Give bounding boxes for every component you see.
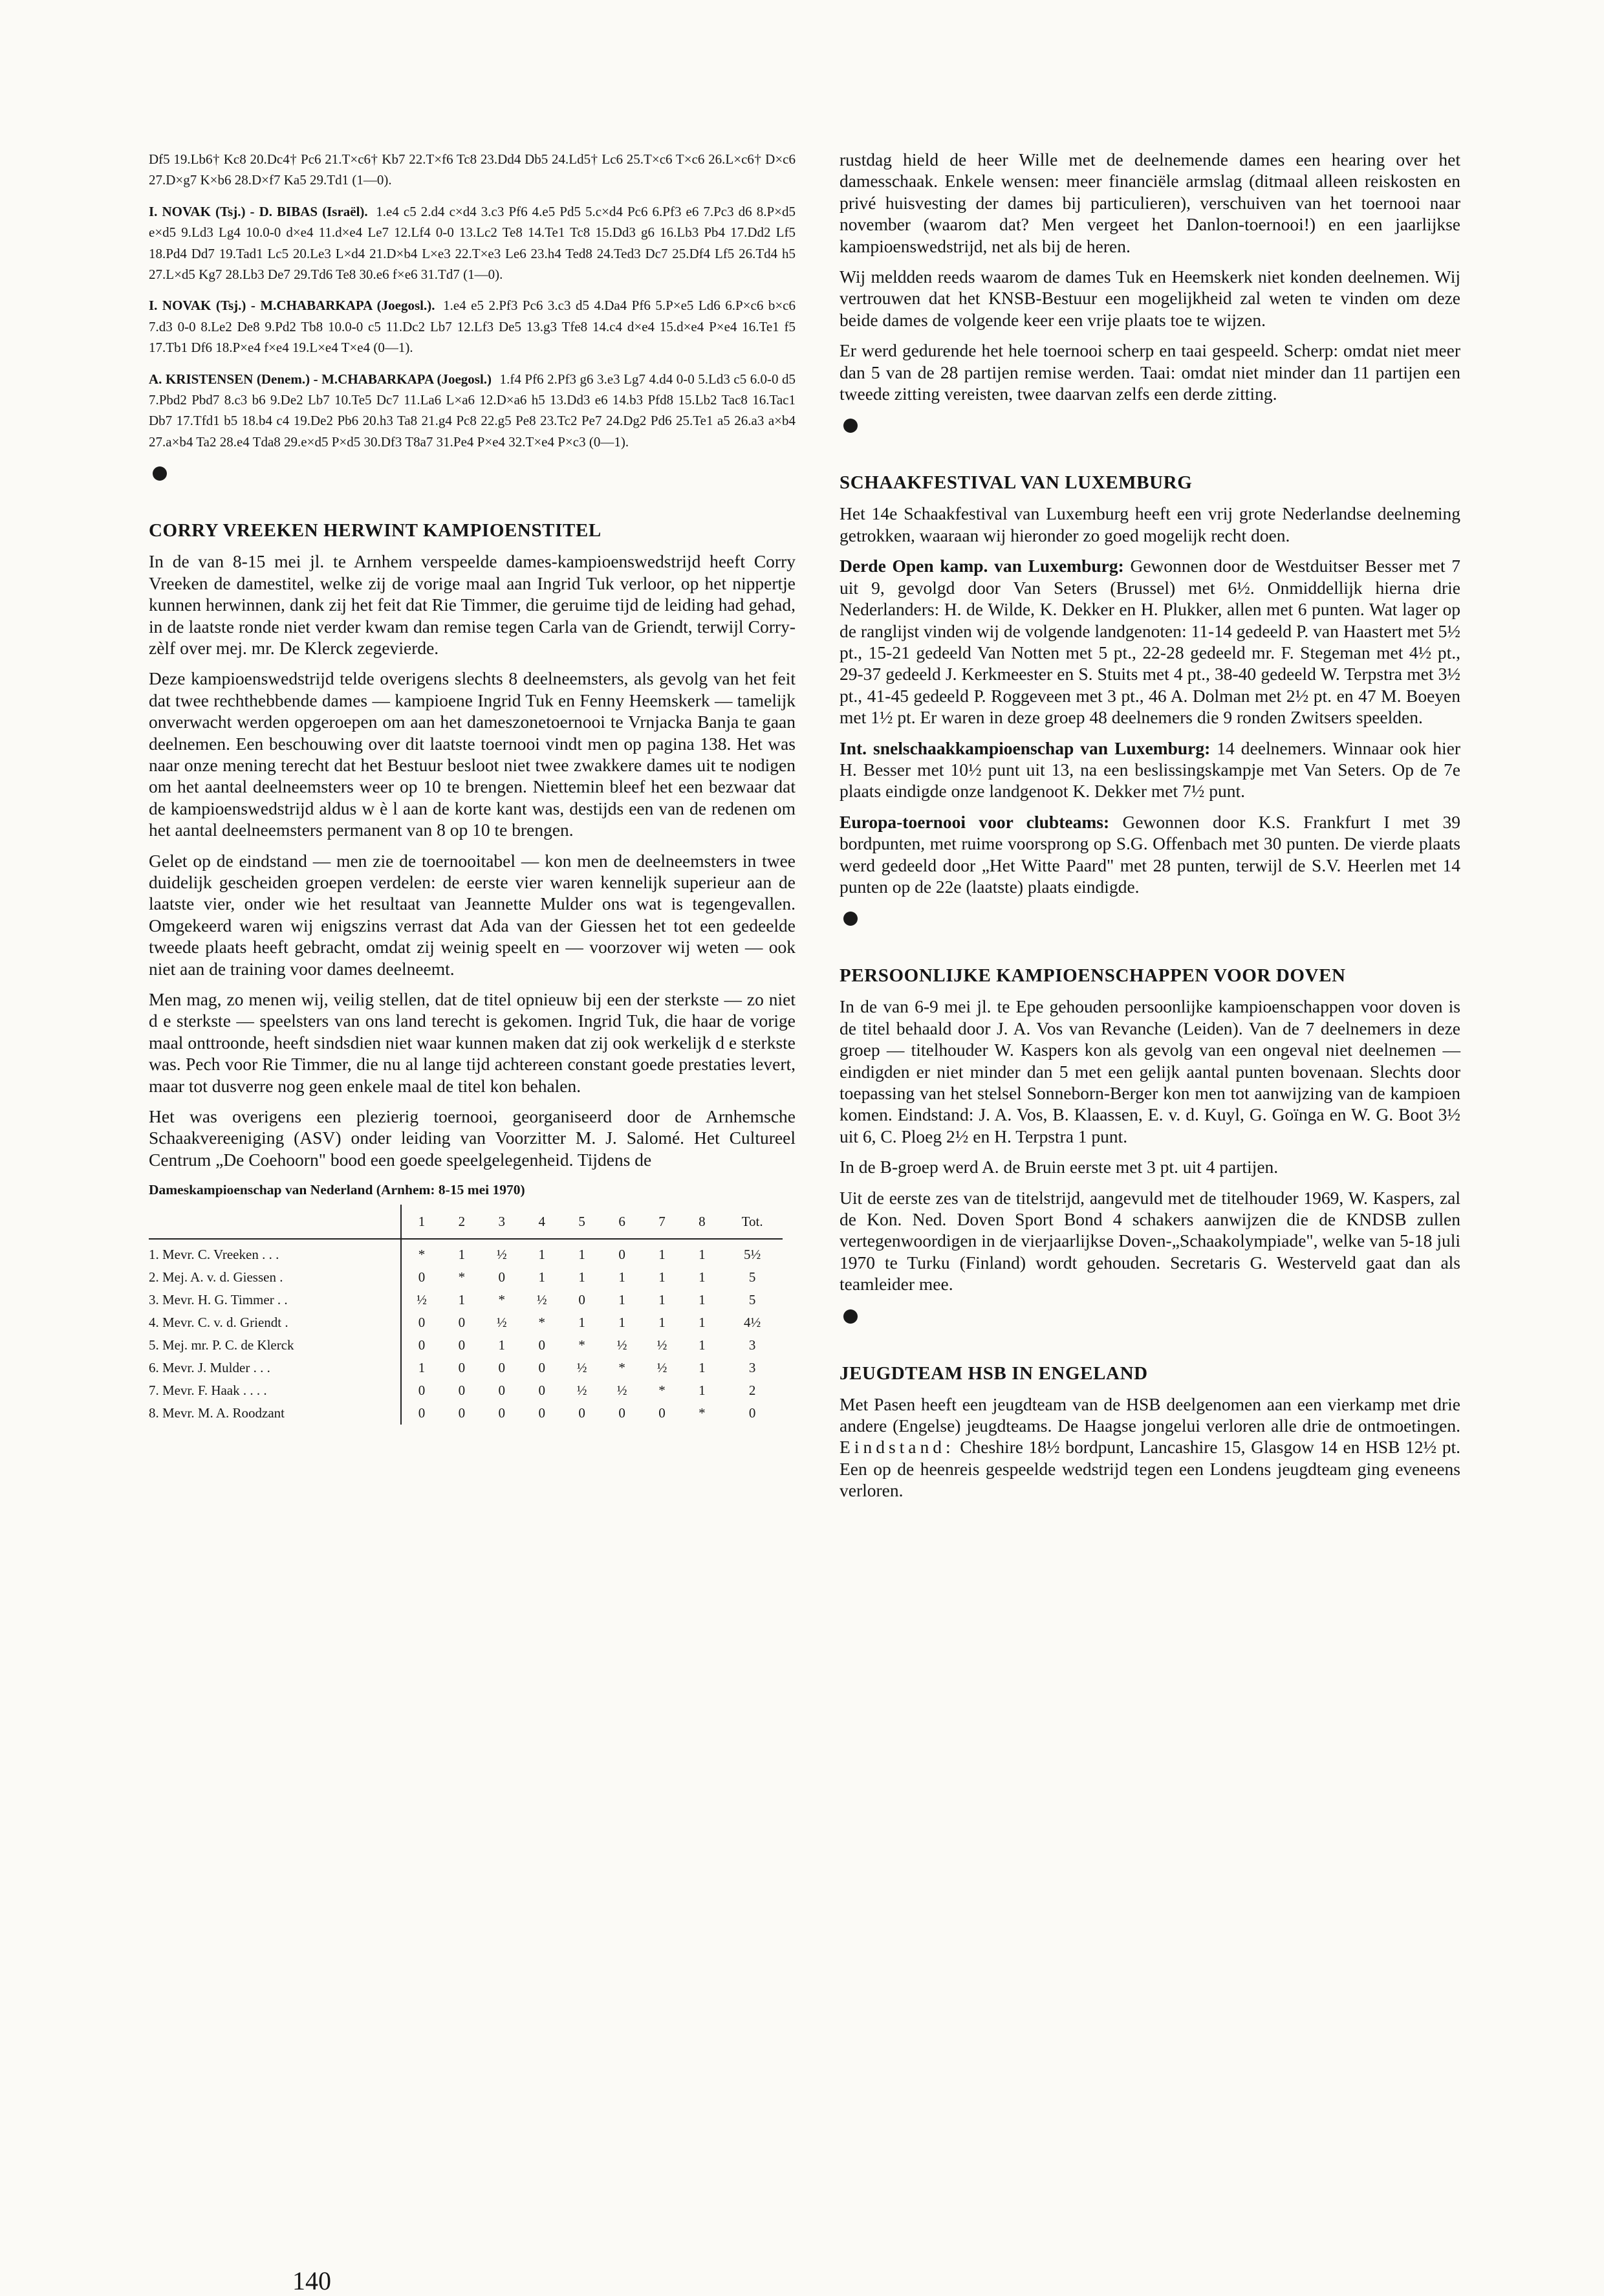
right-column: [840, 149, 1460, 1511]
score-cell: 0: [498, 1360, 506, 1376]
total-score: 2: [748, 1383, 756, 1399]
article-paragraph: Deze kampioenswedstrijd telde overigens slechts 8 deelneemsters, als gevolg van het feit dat twee rechthebbende dames — kampioene Ingrid Tuk en Fenny Heemskerk — tamelijk onverwacht werden opgeroepen om aan het dameszonetoernooi te Vrnjacka Banja te gaan deelnemen. Een beschouwing over dit laatste toernooi vindt men op pagina 138. Het was naar onze mening terecht dat het Bestuur besloot niet twee zwakkere dames uit te nodigen om het aantal deelneemsters weer op 10 te brengen. Niettemin bleef het een bezwaar dat de kampioenswedstrijd aldus w è l aan de korte kant was, destijds een van de redenen om het aantal deelneemsters permanent van 8 op 10 te brengen.: [149, 668, 796, 840]
score-cell: 0: [418, 1315, 426, 1331]
article-paragraph: [840, 811, 1460, 898]
player-name: 3. Mevr. H. G. Timmer . .: [149, 1289, 401, 1311]
score-cell: 1: [618, 1269, 625, 1285]
score-cell: 0: [538, 1383, 545, 1399]
game-moves: 1.e4 c5 2.d4 c×d4 3.c3 Pf6 4.e5 Pd5 5.c×d4 Pc6 6.Pf3 e6 7.Pc3 d6 8.P×d5 e×d5 9.Ld3 Lg4 10.0-0 d×e4 11.d×e4 Le7 12.Lf4 0-0 13.Lc2 Te8 14.Te1 Tc8 15.Dd3 g6 16.Lb3 Pb4 17.Dd2 Lf5 18.Pd4 Dd7 19.Tad1 Lc5 20.Le3 L×d4 21.D×b4 L×e3 22.T×e3 Le6 23.h4 Ted8 24.Ted3 Dc7 25.Df4 Lf5 26.Td4 h5 27.L×d5 Kg7 28.Lb3 De7 29.Td6 Te8 30.e6 f×e6 31.Td7 (1—0).: [149, 203, 796, 283]
paragraph-lead: Int. snelschaakkampioenschap van Luxemburg:: [840, 738, 1211, 758]
score-cell: 1: [498, 1337, 506, 1353]
score-cell: 0: [418, 1405, 426, 1421]
player-name: 1. Mevr. C. Vreeken . . .: [149, 1239, 401, 1266]
total-score: 5: [748, 1269, 756, 1285]
spaced-label: Eindstand:: [840, 1437, 955, 1458]
score-cell: 0: [538, 1360, 545, 1376]
score-cell: 1: [578, 1247, 585, 1263]
player-name: 8. Mevr. M. A. Roodzant: [149, 1402, 401, 1425]
score-cell: 0: [538, 1337, 545, 1353]
score-cell: ½: [496, 1315, 507, 1331]
article-paragraph: In de van 6-9 mei jl. te Epe gehouden persoonlijke kampioenschappen voor doven is de titel behaald door J. A. Vos van Revanche (Leiden). Van de 7 deelnemers in deze groep — titelhouder W. Kaspers kon als gevolg van een ongeval niet deelnemen — eindigden er niet minder dan 5 met een gelijk aantal punten bovenaan. Slechts door toepassing van het stelsel Sonneborn-Berger kon men tot aanwijzing van de kampioen komen. Eindstand: J. A. Vos, B. Klaassen, E. v. d. Kuyl, G. Goïnga en W. G. Boot 3½ uit 6, C. Ploeg 2½ en H. Terpstra 1 punt.: [840, 996, 1460, 1146]
score-cell: 0: [458, 1315, 466, 1331]
total-score: 0: [748, 1405, 756, 1421]
total-score: 5: [748, 1292, 756, 1308]
article-paragraph: [840, 738, 1460, 802]
score-cell: 0: [498, 1405, 506, 1421]
score-cell: 1: [618, 1315, 625, 1331]
score-cell: *: [578, 1337, 585, 1353]
section-bullet: [843, 912, 858, 926]
standings-table: [149, 1205, 783, 1425]
game-header: I. NOVAK (Tsj.) - D. BIBAS (Israël).: [149, 203, 368, 219]
total-score: 3: [748, 1337, 756, 1353]
score-cell: *: [458, 1269, 466, 1285]
total-score: 5½: [744, 1247, 761, 1263]
table-row: [149, 1311, 783, 1334]
player-name: 6. Mevr. J. Mulder . . .: [149, 1357, 401, 1379]
player-name: 5. Mej. mr. P. C. de Klerck: [149, 1334, 401, 1357]
page-number: 140: [292, 2266, 331, 2295]
score-cell: *: [699, 1405, 706, 1421]
score-cell: 1: [658, 1269, 666, 1285]
game-header: I. NOVAK (Tsj.) - M.CHABARKAPA (Joegosl.).: [149, 298, 435, 314]
score-cell: 0: [458, 1383, 466, 1399]
article-paragraph: [840, 1394, 1460, 1502]
score-cell: ½: [576, 1360, 587, 1376]
game-continuation: Df5 19.Lb6† Kc8 20.Dc4† Pc6 21.T×c6† Kb7 22.T×f6 Tc8 23.Dd4 Db5 24.Ld5† Lc6 25.T×c6 T×c6 26.L×c6† D×c6 27.D×g7 K×b6 28.D×f7 Ka5 29.Td1 (1—0).: [149, 151, 796, 188]
article-paragraph: In de B-groep werd A. de Bruin eerste met 3 pt. uit 4 partijen.: [840, 1157, 1279, 1177]
column-header: 7: [642, 1205, 682, 1239]
table-row: [149, 1379, 783, 1402]
left-column: [149, 149, 796, 2295]
article-paragraph: Men mag, zo menen wij, veilig stellen, dat de titel opnieuw bij een der sterkste — zo niet d e sterkste — speelsters van ons land terecht is gekomen. Ingrid Tuk, die haar de vorige maal onttroonde, heeft sindsdien niet waar kunnen maken dat zij ook werkelijk d e sterkste was. Pech voor Rie Timmer, die nu al lange tijd achtereen constant goede prestaties levert, maar tot dusverre nog geen enkele maal de titel kon behalen.: [149, 989, 796, 1096]
game-moves: 1.e4 e5 2.Pf3 Pc6 3.c3 d5 4.Da4 Pf6 5.P×e5 Ld6 6.P×c6 b×c6 7.d3 0-0 8.Le2 De8 9.Pd2 Tb8 10.0-0 c5 11.Dc2 Lb7 12.Lf3 De5 13.g3 Tfe8 14.c4 d×e4 15.d×e4 P×e4 16.Te1 f5 17.Tb1 Df6 18.P×e4 f×e4 19.L×e4 T×e4 (0—1).: [149, 298, 796, 356]
paragraph-text: Met Pasen heeft een jeugdteam van de HSB deelgenomen aan een vierkamp met drie andere (Engelse) jeugdteams. De Haagse jongelui verloren alle drie de ontmoetingen.: [840, 1394, 1460, 1436]
article-heading: CORRY VREEKEN HERWINT KAMPIOENSTITEL: [149, 520, 602, 541]
score-cell: 1: [458, 1247, 466, 1263]
article-heading: SCHAAKFESTIVAL VAN LUXEMBURG: [840, 472, 1193, 494]
game-novak-bibas: [149, 201, 796, 285]
player-name: 2. Mej. A. v. d. Giessen .: [149, 1266, 401, 1289]
game-header: A. KRISTENSEN (Denem.) - M.CHABARKAPA (Joegosl.): [149, 371, 492, 387]
score-cell: ½: [656, 1337, 667, 1353]
score-cell: 1: [658, 1292, 666, 1308]
score-cell: ½: [536, 1292, 547, 1308]
score-cell: 0: [458, 1337, 466, 1353]
section-bullet: [843, 1309, 858, 1324]
article-paragraph: Gelet op de eindstand — men zie de toernooitabel — kon men de deelneemsters in twee duidelijk gescheiden groepen verdelen: de eerste vier waren kennelijk superieur aan de laatste vier, onder wie het resultaat van Jeannette Mulder ons wat is tegengevallen. Omgekeerd waren wij enigszins verrast dat Ada van der Giessen het tot een gedeelde tweede plaats heeft gebracht, omdat zij weinig speelt en — voorzover wij weten — ook niet aan de training voor dames deelneemt.: [149, 850, 796, 979]
score-cell: ½: [417, 1292, 427, 1308]
score-cell: 0: [418, 1269, 426, 1285]
article-paragraph: [840, 555, 1460, 728]
column-header: 6: [602, 1205, 642, 1239]
score-cell: 0: [618, 1405, 625, 1421]
table-caption: Dameskampioenschap van Nederland (Arnhem: 8-15 mei 1970): [149, 1182, 525, 1198]
article-paragraph: In de van 8-15 mei jl. te Arnhem verspeelde dames-kampioenswedstrijd heeft Corry Vreeken de damestitel, welke zij de vorige maal aan Ingrid Tuk verloor, op het nippertje kunnen herwinnen, dank zij het feit dat Rie Timmer, die geruime tijd de leiding had gehad, in de laatste ronde niet verder kwam dan remise tegen Carla van de Griendt, terwijl Corry-zèlf over mej. mr. De Klerck zegevierde.: [149, 551, 796, 658]
table-row: [149, 1357, 783, 1379]
column-header: 8: [682, 1205, 722, 1239]
column-header: 2: [442, 1205, 482, 1239]
score-cell: 0: [458, 1360, 466, 1376]
article-paragraph: Wij meldden reeds waarom de dames Tuk en Heemskerk niet konden deelnemen. Wij vertrouwen dat het KNSB-Bestuur een mogelijkheid zal weten te vinden om deze beide dames de volgende keer een vrije plaats toe te wijzen.: [840, 267, 1460, 330]
article-paragraph: Het 14e Schaakfestival van Luxemburg heeft een vrij grote Nederlandse deelneming getrokken, waaraan wij hieronder zo goed mogelijk recht doen.: [840, 503, 1460, 545]
table-row: [149, 1334, 783, 1357]
table-header-row: [149, 1205, 783, 1239]
score-cell: 0: [658, 1405, 666, 1421]
score-cell: ½: [656, 1360, 667, 1376]
score-cell: 1: [658, 1247, 666, 1263]
player-name: 4. Mevr. C. v. d. Griendt .: [149, 1311, 401, 1334]
score-cell: 1: [538, 1247, 545, 1263]
total-score: 3: [748, 1360, 756, 1376]
table-body: [149, 1239, 783, 1425]
score-cell: 1: [699, 1292, 706, 1308]
header-blank: [149, 1205, 401, 1239]
score-cell: 0: [578, 1292, 585, 1308]
score-cell: ½: [576, 1383, 587, 1399]
score-cell: 1: [699, 1315, 706, 1331]
article-heading: PERSOONLIJKE KAMPIOENSCHAPPEN VOOR DOVEN: [840, 965, 1346, 987]
score-cell: 0: [458, 1405, 466, 1421]
player-name: 7. Mevr. F. Haak . . . .: [149, 1379, 401, 1402]
score-cell: 0: [618, 1247, 625, 1263]
table-row: [149, 1289, 783, 1311]
column-header: Tot.: [722, 1205, 783, 1239]
paragraph-text: Gewonnen door K.S. Frankfurt I met 39 bordpunten, met ruime voorsprong op S.G. Offenbach met 30 punten. De vierde plaats werd gedeeld door „Het Witte Paard" met 28 punten, terwijl de S.V. Heerlen met 14 punten op de 22e (laatste) plaats eindigde.: [840, 811, 1461, 897]
article-paragraph: Het was overigens een plezierig toernooi, georganiseerd door de Arnhemsche Schaakvereeniging (ASV) onder leiding van Voorzitter M. J. Salomé. Het Cultureel Centrum „De Coehoorn" bood een goede speelgelegenheid. Tijdens de: [149, 1106, 796, 1170]
score-cell: *: [498, 1292, 506, 1308]
score-cell: 1: [699, 1247, 706, 1263]
score-cell: 1: [578, 1315, 585, 1331]
paragraph-text: Gewonnen door de Westduitser Besser met 7 uit 9, gevolgd door Van Seters (Brussel) met 6½. Onmiddellijk hierna drie Nederlanders: H. de Wilde, K. Dekker en H. Plukker, allen met 6 punten. Wat lager op de ranglijst vinden wij de volgende landgenoten: 11-14 gedeeld P. van Haastert met 5½ pt., 15-21 gedeeld Van Notten met 5 pt., 22-28 gedeeld mr. F. Stegeman met 4½ pt., 29-37 gedeeld J. Kerkmeester en S. Stuits met 4 pt., 38-40 gedeeld W. Terpstra met 3½ pt., 41-45 gedeeld P. Roggeveen met 3 pt., 46 A. Dolman met 2½ pt. en 47 M. Boeyen met 1½ pt. Er waren in deze groep 48 deelnemers die 9 ronden Zwitsers speelden.: [840, 556, 1461, 728]
column-header: 4: [522, 1205, 562, 1239]
score-cell: 0: [418, 1383, 426, 1399]
score-cell: 1: [538, 1269, 545, 1285]
column-header: 1: [401, 1205, 442, 1239]
score-cell: 0: [498, 1383, 506, 1399]
section-bullet: [153, 466, 167, 481]
score-cell: ½: [616, 1383, 627, 1399]
paragraph-lead: Derde Open kamp. van Luxemburg:: [840, 556, 1124, 576]
article-paragraph: Er werd gedurende het hele toernooi scherp en taai gespeeld. Scherp: omdat niet meer dan 5 van de 28 partijen remise werden. Taai: omdat niet minder dan 11 partijen een tweede zitting vereisten, twee daarvan zelfs een derde zitting.: [840, 340, 1460, 404]
score-cell: ½: [616, 1337, 627, 1353]
table-row: [149, 1266, 783, 1289]
score-cell: 1: [578, 1269, 585, 1285]
score-cell: *: [618, 1360, 625, 1376]
score-cell: 1: [699, 1360, 706, 1376]
score-cell: 1: [699, 1337, 706, 1353]
article-heading: JEUGDTEAM HSB IN ENGELAND: [840, 1362, 1148, 1384]
column-header: 3: [482, 1205, 522, 1239]
paragraph-text: Cheshire 18½ bordpunt, Lancashire 15, Glasgow 14 en HSB 12½ pt. Een op de heenreis gespeelde wedstrijd tegen een Londens jeugdteam ging eveneens verloren.: [840, 1437, 1460, 1501]
article-paragraph: rustdag hield de heer Wille met de deelnemende dames een hearing over het damesschaak. Enkele wensen: meer financiële armslag (ditmaal alleen reiskosten en privé huisvesting der dames bij particulieren), verschuiven van het toernooi naar november (waarom dat? Men vergeet het Danlon-toernooi!) en een jaarlijkse kampioenswedstrijd, net als bij de heren.: [840, 149, 1460, 256]
score-cell: 0: [418, 1337, 426, 1353]
game-moves: 1.f4 Pf6 2.Pf3 g6 3.e3 Lg7 4.d4 0-0 5.Ld3 c5 6.0-0 d5 7.Pbd2 Pbd7 8.c3 b6 9.De2 Lb7 10.Te5 Dc7 11.La6 L×a6 12.D×a6 h5 13.Dd3 e6 14.b3 Pfd8 15.Lb2 Tac8 16.Tac1 Db7 17.Tfd1 b5 18.b4 c4 19.De2 Pb6 20.h3 Ta8 21.g4 Pc8 22.g5 Pe8 23.Tc2 Pe7 24.Dg2 Pd6 25.Te1 a5 26.a3 a×b4 27.a×b4 Ta2 28.e4 Tda8 29.e×d5 P×d5 30.Df3 T8a7 31.Pe4 P×e4 32.T×e4 P×c3 (0—1).: [149, 371, 796, 450]
score-cell: 0: [578, 1405, 585, 1421]
score-cell: 1: [618, 1292, 625, 1308]
score-cell: *: [538, 1315, 545, 1331]
table-row: [149, 1239, 783, 1266]
paragraph-lead: Europa-toernooi voor clubteams:: [840, 811, 1110, 832]
score-cell: 1: [658, 1315, 666, 1331]
score-cell: ½: [496, 1247, 507, 1263]
score-cell: 1: [418, 1360, 426, 1376]
score-cell: 0: [498, 1269, 506, 1285]
total-score: 4½: [744, 1315, 761, 1331]
table-row: [149, 1402, 783, 1425]
score-cell: 1: [699, 1383, 706, 1399]
column-header: 5: [562, 1205, 602, 1239]
score-cell: 1: [699, 1269, 706, 1285]
score-cell: 0: [538, 1405, 545, 1421]
score-cell: *: [418, 1247, 426, 1263]
score-cell: 1: [458, 1292, 466, 1308]
game-novak-chabarkapa: [149, 295, 796, 358]
section-bullet: [843, 419, 858, 433]
article-paragraph: Uit de eerste zes van de titelstrijd, aangevuld met de titelhouder 1969, W. Kaspers, zal de Kon. Ned. Doven Sport Bond 4 schakers aanwijzen die de KNDSB zullen vertegenwoordigen in de vierjaarlijkse Doven-„Schaakolympiade", welke van 5-18 juli 1970 te Turku (Finland) wordt gehouden. Secretaris G. Westerveld gaat dan als teamleider mee.: [840, 1187, 1460, 1295]
game-kristensen-chabarkapa: [149, 369, 796, 453]
paragraph-text: 14 deelnemers. Winnaar ook hier H. Besser met 10½ punt uit 13, na een beslissingskampje met Van Seters. Op de 7e plaats eindigde onze landgenoot K. Dekker met 7½ punt.: [840, 738, 1460, 802]
score-cell: *: [658, 1383, 666, 1399]
